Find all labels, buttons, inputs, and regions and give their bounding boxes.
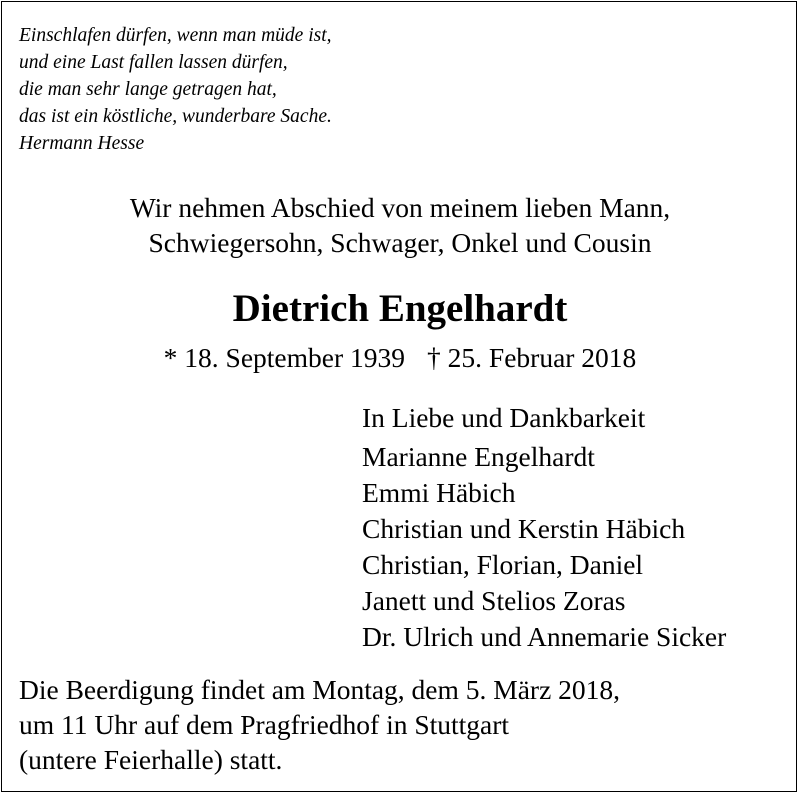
birth-date: * 18. September 1939 — [163, 342, 406, 373]
funeral-info — [19, 672, 620, 777]
deceased-name: Dietrich Engelhardt — [232, 287, 568, 330]
mourner-name: Janett und Stelios Zoras — [362, 585, 626, 616]
death-date: † 25. Februar 2018 — [427, 342, 637, 373]
poem-line: das ist ein köstliche, wunderbare Sache. — [19, 106, 332, 127]
mourners-lead: In Liebe und Dankbarkeit — [362, 402, 646, 433]
intro-line: Wir nehmen Abschied von meinem lieben Mann, — [129, 192, 671, 223]
funeral-line: um 11 Uhr auf dem Pragfriedhof in Stuttgart — [19, 709, 510, 740]
poem-line: die man sehr lange getragen hat, — [19, 79, 277, 100]
mourner-name: Dr. Ulrich und Annemarie Sicker — [362, 621, 727, 652]
poem-line: und eine Last fallen lassen dürfen, — [19, 52, 288, 73]
funeral-line: Die Beerdigung findet am Montag, dem 5. März 2018, — [19, 674, 621, 705]
poem-quote — [19, 22, 332, 157]
life-dates — [0, 340, 800, 375]
mourners-list — [362, 400, 726, 655]
mourner-name: Marianne Engelhardt — [362, 441, 595, 472]
mourner-name: Christian, Florian, Daniel — [362, 549, 644, 580]
farewell-intro — [0, 190, 800, 260]
intro-line: Schwiegersohn, Schwager, Onkel und Cousin — [148, 227, 652, 258]
funeral-line: (untere Feierhalle) statt. — [19, 744, 283, 775]
mourner-name: Christian und Kerstin Häbich — [362, 513, 686, 544]
mourner-name: Emmi Häbich — [362, 477, 516, 508]
poem-line: Einschlafen dürfen, wenn man müde ist, — [19, 25, 332, 46]
poem-author: Hermann Hesse — [19, 133, 145, 154]
